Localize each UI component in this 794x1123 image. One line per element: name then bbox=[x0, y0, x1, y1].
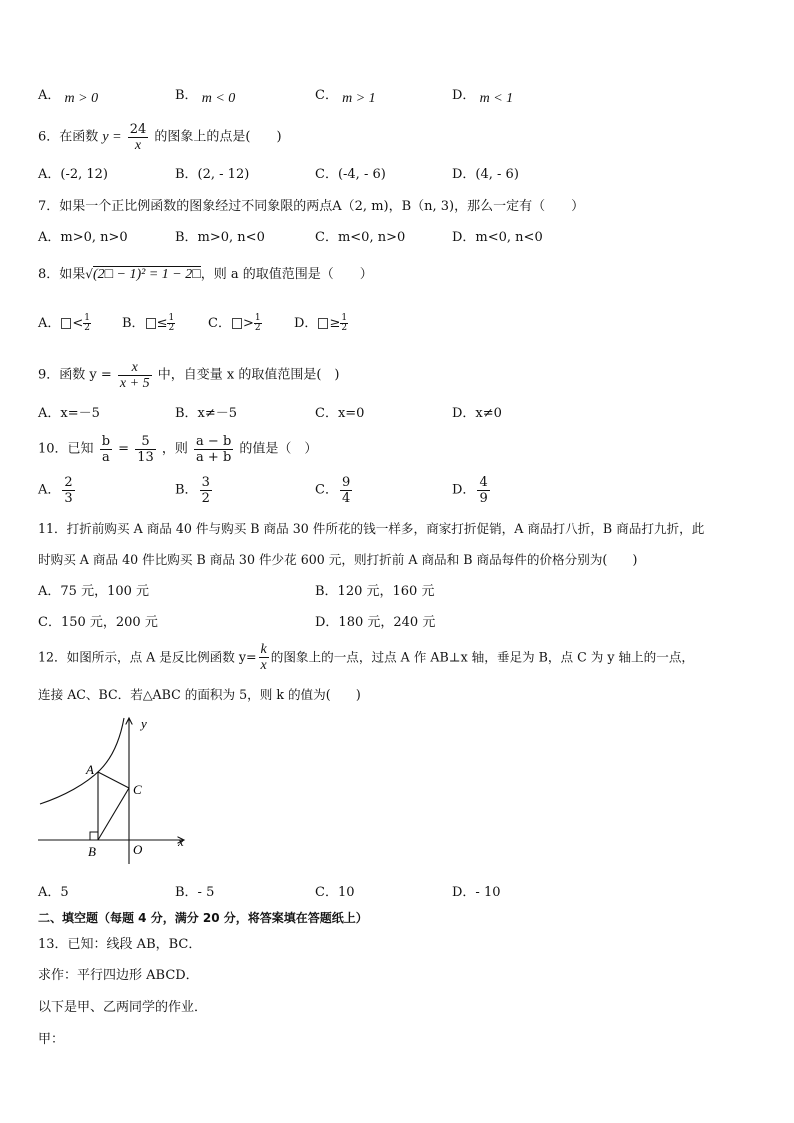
point-c-label: C bbox=[133, 782, 142, 797]
q10-equals: = bbox=[118, 441, 130, 457]
x-axis-label: x bbox=[178, 834, 184, 849]
q12-denominator-x: x bbox=[260, 658, 267, 673]
q8-option-b bbox=[122, 314, 175, 333]
q10-stem-suffix: 的值是（ ） bbox=[239, 441, 318, 457]
q7-option-c: C．m<0, n>0 bbox=[315, 230, 406, 245]
q8-option-b-label: B． bbox=[122, 316, 145, 331]
q8-option-b-half bbox=[167, 314, 175, 333]
numerator: 3 bbox=[201, 475, 210, 490]
q8-option-a-label: A． bbox=[38, 316, 61, 331]
half-numerator: 1 bbox=[168, 313, 175, 323]
q10-denominator-13: 13 bbox=[137, 450, 154, 465]
placeholder-box-icon bbox=[61, 318, 71, 329]
placeholder-box-icon bbox=[232, 318, 242, 329]
half-numerator: 1 bbox=[84, 313, 91, 323]
q10-option-c-fraction bbox=[340, 475, 352, 506]
q6-option-d: D．(4, - 6) bbox=[452, 167, 519, 182]
q12-option-c: C．10 bbox=[315, 885, 355, 900]
q6-option-b: B．(2, - 12) bbox=[175, 167, 250, 182]
q5-option-c bbox=[315, 88, 376, 104]
q13-line2: 求作：平行四边形 ABCD． bbox=[38, 968, 199, 983]
q11-stem-line2: 时购买 A 商品 40 件比购买 B 商品 30 件少花 600 元，则打折前 A 商品和 B 商品每件的价格分别为( ) bbox=[38, 552, 638, 567]
q10-option-a-label: A． bbox=[38, 482, 61, 498]
q8-option-c-relation: > bbox=[242, 316, 254, 331]
q8-option-c bbox=[208, 314, 262, 333]
q5-option-c-value: m > 1 bbox=[342, 91, 376, 106]
q10-denominator-a: a bbox=[100, 449, 112, 465]
q8-option-b-relation: ≤ bbox=[156, 316, 168, 331]
half-denominator: 2 bbox=[341, 323, 348, 333]
q6-denominator: x bbox=[128, 137, 149, 153]
q5-option-b bbox=[175, 88, 235, 104]
q8-option-d bbox=[294, 314, 348, 333]
q12-numerator-k: k bbox=[260, 642, 267, 657]
q8-option-d-relation: ≥ bbox=[329, 316, 341, 331]
q11-option-d: D．180 元，240 元 bbox=[315, 615, 436, 630]
half-denominator: 2 bbox=[168, 323, 175, 333]
q10-then: ，则 bbox=[161, 441, 188, 457]
q6-option-c: C．(-4, - 6) bbox=[315, 167, 386, 182]
numerator: 2 bbox=[64, 475, 73, 490]
q5-option-a-value: m > 0 bbox=[64, 91, 99, 106]
q8-stem bbox=[38, 266, 373, 283]
q12-stem-suffix: 的图象上的一点，过点 A 作 AB⊥x 轴，垂足为 B，点 C 为 y 轴上的一点， bbox=[270, 649, 695, 665]
q9-numerator: x bbox=[131, 360, 138, 375]
q7-option-a: A．m>0, n>0 bbox=[38, 230, 128, 245]
q8-option-c-half bbox=[254, 314, 262, 333]
q12-stem-line1 bbox=[38, 642, 694, 673]
q9-denominator: x + 5 bbox=[119, 376, 150, 391]
q11-stem-line1: 11．打折前购买 A 商品 40 件与购买 B 商品 30 件所花的钱一样多，商家打折促销，A 商品打八折，B 商品打九折，此 bbox=[38, 521, 705, 536]
q5-option-a bbox=[38, 88, 98, 104]
q12-figure bbox=[34, 712, 194, 870]
q8-stem-prefix: 8．如果 bbox=[38, 267, 86, 282]
q11-option-b: B．120 元，160 元 bbox=[315, 584, 435, 599]
q5-option-b-value: m < 0 bbox=[201, 91, 236, 106]
q5-option-c-label: C． bbox=[315, 88, 338, 103]
q5-option-d bbox=[452, 88, 513, 104]
half-numerator: 1 bbox=[341, 313, 348, 323]
q9-stem-suffix: 中，自变量 x 的取值范围是( ) bbox=[157, 367, 340, 383]
point-a-label: A bbox=[86, 762, 94, 777]
q10-fraction-ba bbox=[100, 434, 112, 465]
q6-stem-suffix: 的图象上的点是( ) bbox=[154, 129, 282, 145]
q5-option-d-label: D． bbox=[452, 88, 476, 103]
denominator: 2 bbox=[201, 491, 210, 506]
q8-option-d-half bbox=[340, 314, 348, 333]
q9-option-d: D．x≠0 bbox=[452, 406, 502, 421]
q10-fraction-target bbox=[194, 434, 233, 465]
q10-option-b-label: B． bbox=[175, 482, 198, 498]
q5-option-d-value: m < 1 bbox=[479, 91, 514, 106]
q10-option-b bbox=[175, 475, 214, 506]
q12-fraction bbox=[259, 642, 269, 673]
q13-line1: 13．已知：线段 AB，BC． bbox=[38, 937, 202, 952]
q8-option-d-label: D． bbox=[294, 316, 318, 331]
q6-fraction bbox=[128, 122, 149, 153]
q10-numerator-5: 5 bbox=[141, 434, 150, 449]
q5-option-b-label: B． bbox=[175, 88, 198, 103]
denominator: 4 bbox=[341, 491, 351, 506]
q11-option-c: C．150 元，200 元 bbox=[38, 615, 158, 630]
q10-numerator-a-minus-b: a − b bbox=[196, 434, 232, 449]
q10-option-c-label: C． bbox=[315, 482, 338, 498]
q9-fraction bbox=[118, 360, 152, 391]
denominator: 9 bbox=[479, 491, 488, 506]
q12-option-b: B．- 5 bbox=[175, 885, 215, 900]
q12-stem-line2: 连接 AC、BC．若△ABC 的面积为 5，则 k 的值为( ) bbox=[38, 687, 361, 702]
numerator: 9 bbox=[341, 475, 351, 490]
q12-option-d: D．- 10 bbox=[452, 885, 501, 900]
origin-label: O bbox=[133, 842, 143, 857]
q5-option-a-label: A． bbox=[38, 88, 61, 103]
denominator: 3 bbox=[64, 491, 73, 506]
q7-stem: 7．如果一个正比例函数的图象经过不同象限的两点A（2, m)，B（n, 3)，那么一定有（ ） bbox=[38, 199, 585, 214]
half-denominator: 2 bbox=[84, 323, 91, 333]
q10-option-d-label: D． bbox=[452, 482, 476, 498]
q12-option-a: A．5 bbox=[38, 885, 69, 900]
numerator: 4 bbox=[479, 475, 488, 490]
q10-numerator-b: b bbox=[101, 434, 111, 449]
q9-stem-prefix: 9．函数 y = bbox=[38, 367, 112, 383]
q10-option-c bbox=[315, 475, 354, 506]
q10-option-d bbox=[452, 475, 492, 506]
q6-stem bbox=[38, 122, 282, 153]
q9-stem bbox=[38, 360, 339, 391]
q10-option-d-fraction bbox=[477, 475, 489, 506]
segment-bc bbox=[98, 788, 129, 840]
placeholder-box-icon bbox=[146, 318, 156, 329]
sqrt-icon: √ bbox=[85, 267, 93, 281]
q8-stem-suffix: ，则 a 的取值范围是（ ） bbox=[200, 267, 373, 282]
q10-option-b-fraction bbox=[200, 475, 212, 506]
y-axis-label: y bbox=[141, 716, 147, 731]
q8-option-a-half bbox=[83, 314, 91, 333]
hyperbola-curve bbox=[40, 718, 124, 804]
point-b-label: B bbox=[88, 844, 96, 859]
q7-option-d: D．m<0, n<0 bbox=[452, 230, 543, 245]
q8-option-a-relation: < bbox=[72, 316, 84, 331]
q6-numerator: 24 bbox=[129, 122, 147, 137]
section-heading-fill-in: 二、填空题（每题 4 分，满分 20 分，将答案填在答题纸上） bbox=[38, 911, 368, 925]
q9-option-b: B．x≠－5 bbox=[175, 406, 238, 421]
q6-function-y: y = bbox=[102, 129, 122, 145]
q6-option-a: A．(-2, 12) bbox=[38, 167, 109, 182]
q13-line3: 以下是甲、乙两同学的作业． bbox=[38, 1000, 208, 1015]
q9-option-c: C．x=0 bbox=[315, 406, 365, 421]
q10-option-a-fraction bbox=[62, 475, 74, 506]
segment-ac bbox=[98, 772, 129, 788]
q12-stem-prefix: 12．如图所示，点 A 是反比例函数 y= bbox=[38, 649, 257, 665]
q10-stem-prefix: 10．已知 bbox=[38, 441, 94, 457]
right-angle-mark bbox=[90, 832, 98, 840]
q10-fraction-5-13 bbox=[135, 434, 156, 465]
q7-option-b: B．m>0, n<0 bbox=[175, 230, 265, 245]
q11-option-a: A．75 元，100 元 bbox=[38, 584, 150, 599]
q10-option-a bbox=[38, 475, 77, 506]
q8-expression: (2□ − 1)² = 1 − 2□ bbox=[92, 267, 201, 282]
q8-option-a bbox=[38, 314, 91, 333]
q9-option-a: A．x=－5 bbox=[38, 406, 100, 421]
q6-stem-prefix: 6．在函数 bbox=[38, 129, 99, 145]
placeholder-box-icon bbox=[318, 318, 328, 329]
half-denominator: 2 bbox=[254, 323, 261, 333]
half-numerator: 1 bbox=[254, 313, 261, 323]
q13-line4: 甲： bbox=[38, 1032, 65, 1047]
q10-stem bbox=[38, 434, 317, 465]
q8-option-c-label: C． bbox=[208, 316, 231, 331]
q10-denominator-a-plus-b: a + b bbox=[196, 450, 232, 465]
